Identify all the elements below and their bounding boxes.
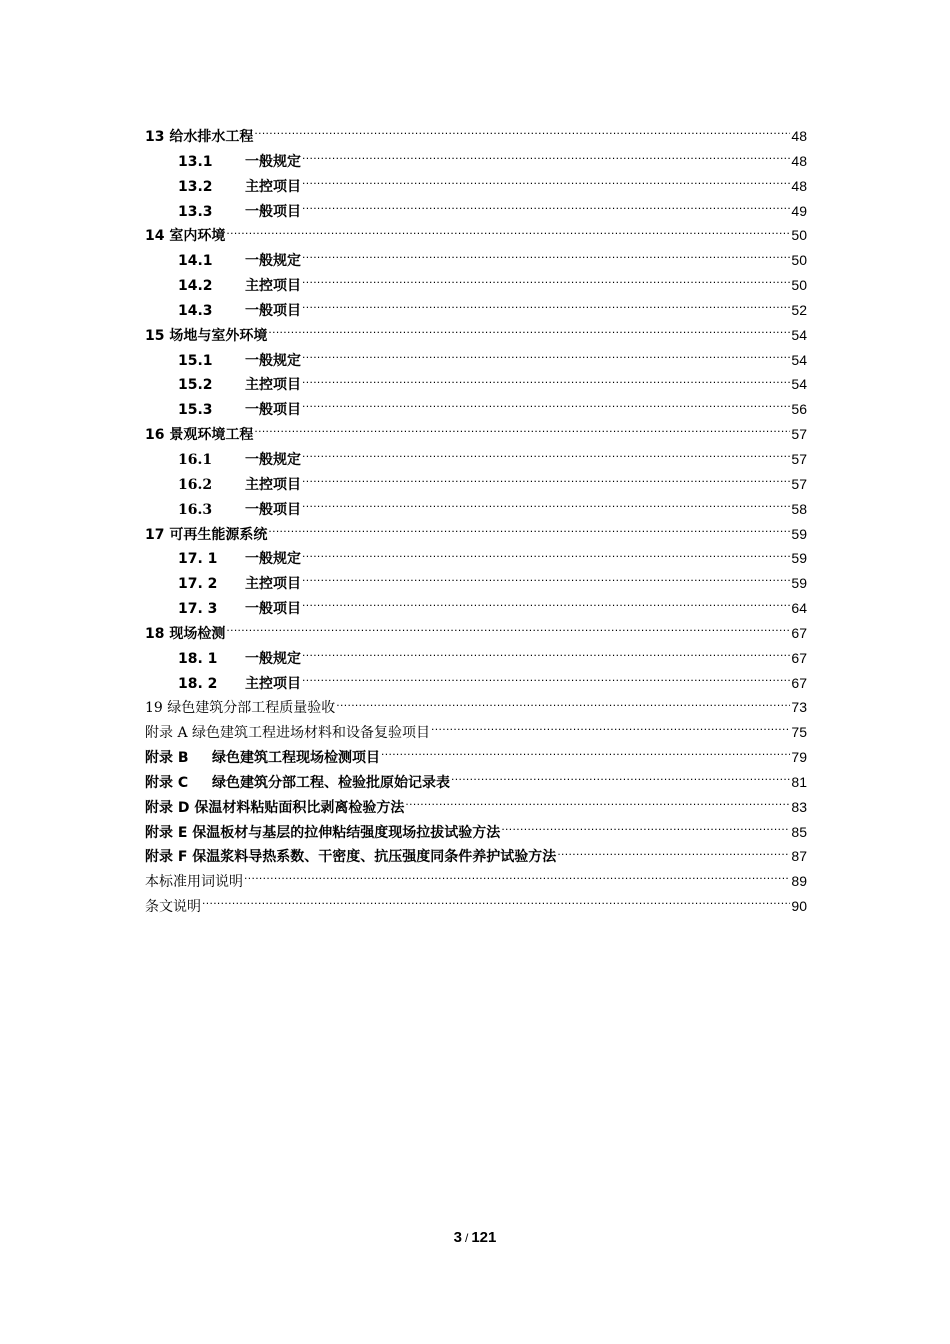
toc-entry-page: 90	[791, 898, 807, 915]
toc-entry[interactable]	[145, 820, 807, 845]
toc-entry-page: 58	[791, 500, 807, 517]
toc-entry[interactable]	[145, 149, 807, 174]
toc-entry[interactable]	[145, 646, 807, 671]
dot-leader	[431, 721, 790, 737]
toc-entry-page: 64	[791, 600, 807, 617]
dot-leader	[244, 870, 790, 886]
page-separator: /	[464, 1231, 469, 1245]
dot-leader	[302, 398, 790, 414]
toc-entry-page: 57	[791, 450, 807, 467]
toc-entry[interactable]	[145, 546, 807, 571]
dot-leader	[226, 224, 790, 240]
toc-entry-page: 56	[791, 401, 807, 418]
toc-entry-page: 85	[791, 823, 807, 840]
toc-entry-number: 14.3	[178, 302, 213, 319]
toc-entry-number: 18. 1	[178, 650, 218, 667]
toc-entry[interactable]	[145, 348, 807, 373]
toc-entry[interactable]	[145, 174, 807, 199]
toc-entry-title: 主控项目	[245, 675, 301, 692]
toc-entry[interactable]	[145, 273, 807, 298]
dot-leader	[302, 672, 790, 688]
toc-entry-page: 73	[791, 699, 807, 716]
toc-entry[interactable]	[145, 323, 807, 348]
dot-leader	[302, 473, 790, 489]
toc-entry-title: 附录 F 保温浆料导热系数、干密度、抗压强度同条件养护试验方法	[145, 849, 557, 866]
toc-entry[interactable]	[145, 372, 807, 397]
toc-entry-title: 一般规定	[245, 650, 301, 667]
toc-entry-page: 83	[791, 798, 807, 815]
toc-entry-title: 一般规定	[245, 253, 301, 270]
toc-entry-number: 13.2	[178, 178, 213, 195]
dot-leader	[501, 821, 790, 837]
toc-entry-title: 主控项目	[245, 476, 301, 493]
toc-entry-title: 一般项目	[245, 302, 301, 319]
toc-entry[interactable]	[145, 571, 807, 596]
toc-entry[interactable]	[145, 472, 807, 497]
toc-entry-number: 附录 B	[145, 750, 189, 767]
toc-entry-page: 87	[791, 848, 807, 865]
toc-entry-number: 15.3	[178, 402, 213, 419]
toc-entry-title: 一般规定	[245, 352, 301, 369]
toc-entry-page: 50	[791, 277, 807, 294]
toc-entry-title: 一般项目	[245, 601, 301, 618]
toc-entry-title: 主控项目	[245, 178, 301, 195]
toc-entry[interactable]	[145, 497, 807, 522]
toc-entry-number: 16.1	[178, 451, 213, 468]
toc-entry-page: 49	[791, 202, 807, 219]
toc-entry-number: 15.1	[178, 352, 213, 369]
dot-leader	[302, 349, 790, 365]
dot-leader	[451, 771, 790, 787]
toc-entry[interactable]	[145, 720, 807, 745]
toc-entry-title: 主控项目	[245, 576, 301, 593]
toc-entry-page: 57	[791, 475, 807, 492]
toc-entry[interactable]	[145, 621, 807, 646]
toc-entry[interactable]	[145, 124, 807, 149]
toc-entry[interactable]	[145, 199, 807, 224]
toc-entry[interactable]	[145, 298, 807, 323]
toc-entry-title: 一般项目	[245, 501, 301, 518]
toc-entry[interactable]	[145, 397, 807, 422]
toc-entry-page: 67	[791, 674, 807, 691]
dot-leader	[302, 299, 790, 315]
toc-entry-number: 14.1	[178, 253, 213, 270]
toc-entry-page: 79	[791, 749, 807, 766]
toc-entry-title: 主控项目	[245, 377, 301, 394]
toc-entry-title: 15 场地与室外环境	[145, 327, 268, 344]
toc-entry-page: 48	[791, 128, 807, 144]
toc-entry-page: 50	[791, 252, 807, 269]
toc-entry[interactable]	[145, 671, 807, 696]
dot-leader	[405, 796, 790, 812]
toc-entry-number: 13.1	[178, 153, 213, 170]
toc-entry[interactable]	[145, 844, 807, 869]
dot-leader	[226, 622, 790, 638]
total-pages: 121	[471, 1229, 497, 1246]
dot-leader	[268, 324, 790, 340]
dot-leader	[557, 845, 790, 861]
toc-entry[interactable]	[145, 894, 807, 919]
toc-entry-page: 75	[791, 724, 807, 741]
toc-entry-page: 81	[791, 773, 807, 790]
toc-entry-title: 绿色建筑分部工程、检验批原始记录表	[212, 774, 450, 791]
dot-leader	[302, 274, 790, 290]
dot-leader	[302, 597, 790, 613]
dot-leader	[254, 125, 790, 141]
toc-entry[interactable]	[145, 695, 807, 720]
toc-entry-title: 附录 A 绿色建筑工程进场材料和设备复验项目	[145, 725, 431, 742]
toc-entry-title: 附录 D 保温材料粘贴面积比剥离检验方法	[145, 799, 405, 816]
dot-leader	[302, 572, 790, 588]
toc-entry-number: 16.3	[178, 501, 213, 518]
toc-entry-page: 89	[791, 873, 807, 890]
toc-entry[interactable]	[145, 248, 807, 273]
dot-leader	[268, 523, 790, 539]
toc-entry-title: 一般规定	[245, 451, 301, 468]
toc-entry-title: 一般规定	[245, 551, 301, 568]
toc-entry[interactable]	[145, 422, 807, 447]
toc-entry-title: 18 现场检测	[145, 625, 226, 642]
toc-entry[interactable]	[145, 596, 807, 621]
toc-entry-title: 附录 E 保温板材与基层的拉伸粘结强度现场拉拔试验方法	[145, 824, 501, 841]
dot-leader	[302, 448, 790, 464]
toc-entry-title: 一般项目	[245, 402, 301, 419]
dot-leader	[302, 498, 790, 514]
dot-leader	[302, 373, 790, 389]
toc-entry-title: 一般项目	[245, 203, 301, 220]
dot-leader	[302, 647, 790, 663]
toc-entry[interactable]	[145, 795, 807, 820]
toc-entry-title: 16 景观环境工程	[145, 427, 254, 444]
toc-entry-title: 19 绿色建筑分部工程质量验收	[145, 700, 336, 717]
toc-entry-number: 15.2	[178, 377, 213, 394]
toc-entry-title: 13 给水排水工程	[145, 129, 254, 145]
dot-leader	[302, 150, 790, 166]
toc-entry-title: 一般规定	[245, 153, 301, 170]
toc-entry-page: 48	[791, 177, 807, 194]
toc-entry-page: 57	[791, 426, 807, 443]
dot-leader	[254, 423, 790, 439]
toc-entry-number: 14.2	[178, 278, 213, 295]
dot-leader	[302, 200, 790, 216]
toc-entry-title: 主控项目	[245, 278, 301, 295]
dot-leader	[202, 895, 790, 911]
toc-entry-number: 17. 2	[178, 576, 218, 593]
dot-leader	[381, 746, 790, 762]
toc-entry-page: 59	[791, 550, 807, 567]
toc-entry-title: 14 室内环境	[145, 228, 226, 245]
toc-entry[interactable]	[145, 447, 807, 472]
toc-entry-page: 50	[791, 227, 807, 244]
table-of-contents	[145, 124, 807, 919]
toc-entry-number: 16.2	[178, 476, 213, 493]
toc-entry-page: 54	[791, 326, 807, 343]
toc-entry-number: 13.3	[178, 203, 213, 220]
toc-entry-page: 59	[791, 525, 807, 542]
toc-entry[interactable]	[145, 770, 807, 795]
toc-entry-title: 17 可再生能源系统	[145, 526, 268, 543]
dot-leader	[302, 175, 790, 191]
toc-entry-number: 17. 3	[178, 601, 218, 618]
dot-leader	[302, 547, 790, 563]
toc-entry-page: 48	[791, 152, 807, 169]
toc-entry-page: 54	[791, 376, 807, 393]
toc-entry-page: 52	[791, 301, 807, 318]
toc-entry[interactable]	[145, 223, 807, 248]
toc-entry-page: 67	[791, 649, 807, 666]
toc-entry[interactable]	[145, 522, 807, 547]
toc-entry-number: 17. 1	[178, 551, 218, 568]
toc-entry-title: 本标准用词说明	[145, 874, 243, 891]
dot-leader	[336, 696, 790, 712]
dot-leader	[302, 249, 790, 265]
toc-entry-page: 54	[791, 351, 807, 368]
toc-entry-title: 条文说明	[145, 899, 201, 916]
toc-entry-number: 附录 C	[145, 774, 189, 791]
toc-entry-page: 67	[791, 624, 807, 641]
toc-entry[interactable]	[145, 869, 807, 894]
current-page: 3	[453, 1229, 462, 1246]
toc-entry-title: 绿色建筑工程现场检测项目	[212, 750, 380, 767]
toc-entry-page: 59	[791, 575, 807, 592]
page-number-footer	[0, 1229, 950, 1246]
toc-entry-number: 18. 2	[178, 675, 218, 692]
toc-entry[interactable]	[145, 745, 807, 770]
